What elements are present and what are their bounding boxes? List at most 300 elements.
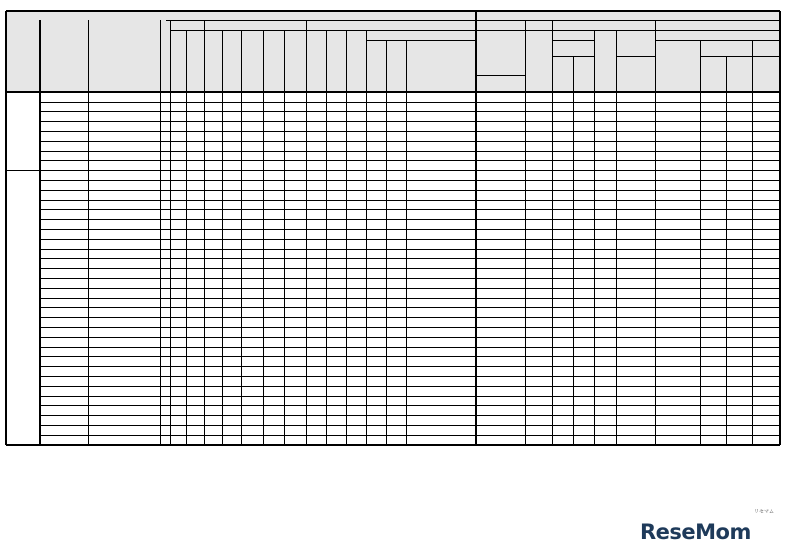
row-g7: [326, 131, 346, 141]
row-g6: [306, 415, 326, 425]
row-g7: [326, 92, 346, 102]
row-g8: [346, 425, 366, 435]
row-course: [88, 229, 160, 239]
row-ratio: [616, 425, 655, 435]
row-g8: [346, 415, 366, 425]
header-ji: [525, 30, 552, 61]
row-c1: [700, 151, 726, 161]
row-jt: [752, 268, 780, 278]
row-c1: [700, 121, 726, 131]
grid-line: [594, 30, 595, 445]
row-g10: [386, 210, 406, 220]
row-gk: [552, 210, 573, 220]
row-g7: [326, 357, 346, 367]
logo-text: ReseMom: [640, 520, 751, 544]
row-kojin: [170, 425, 186, 435]
row-c2: [726, 366, 752, 376]
row-g10: [386, 190, 406, 200]
header-tokubetsu_kiroku: [700, 56, 726, 92]
grid-line: [573, 56, 574, 445]
row-ratio: [616, 112, 655, 122]
row-g7: [326, 298, 346, 308]
grid-line: [241, 30, 242, 445]
row-ratio: [616, 366, 655, 376]
row-c2: [726, 102, 752, 112]
header-jitsugi_tou: [752, 40, 780, 92]
header-gakushu_kiroku: [284, 30, 306, 92]
row-g8: [346, 112, 366, 122]
row-g5: [284, 366, 306, 376]
row-cap: [160, 298, 170, 308]
row-g6: [306, 229, 326, 239]
row-g5: [284, 308, 306, 318]
row-course: [88, 278, 160, 288]
row-kojin: [170, 327, 186, 337]
row-course: [88, 327, 160, 337]
row-cap: [160, 200, 170, 210]
row-ratio: [616, 239, 655, 249]
row-ratio: [616, 327, 655, 337]
row-cap: [160, 357, 170, 367]
row-g8: [346, 259, 366, 269]
row-jt: [752, 347, 780, 357]
row-g9: [366, 249, 386, 259]
header-sports: [366, 40, 386, 92]
row-g10: [386, 229, 406, 239]
grid-line: [5, 11, 6, 445]
row-g5: [284, 357, 306, 367]
row-g8: [346, 180, 366, 190]
row-ratio2: [655, 386, 700, 396]
row-g8: [346, 337, 366, 347]
row-g8: [346, 161, 366, 171]
row-gk: [552, 406, 573, 416]
row-gk: [552, 259, 573, 269]
row-g8: [346, 239, 366, 249]
row-kojin: [170, 180, 186, 190]
row-ratio: [616, 141, 655, 151]
grid-line: [386, 40, 387, 445]
header-other: [204, 20, 306, 30]
row-g7: [326, 288, 346, 298]
row-ratio2: [655, 406, 700, 416]
row-gk: [552, 366, 573, 376]
row-cap: [160, 268, 170, 278]
row-g5: [284, 210, 306, 220]
row-g8: [346, 200, 366, 210]
grid-line: [726, 56, 727, 445]
row-ratio2: [655, 200, 700, 210]
row-g6: [306, 219, 326, 229]
header-sougou: [366, 30, 476, 40]
row-gk: [552, 112, 573, 122]
row-g4: [263, 259, 284, 269]
row-g8: [346, 347, 366, 357]
header-hyotei_gakuryoku: [655, 40, 700, 92]
row-c1: [700, 131, 726, 141]
row-course: [88, 357, 160, 367]
grid-line: [326, 30, 327, 445]
row-c1: [700, 298, 726, 308]
row-ratio2: [655, 357, 700, 367]
row-g4: [263, 200, 284, 210]
school-name: [40, 425, 88, 435]
row-cap: [160, 337, 170, 347]
row-g6: [306, 347, 326, 357]
row-g4: [263, 249, 284, 259]
row-jt: [752, 298, 780, 308]
row-ratio: [616, 337, 655, 347]
row-g7: [326, 210, 346, 220]
row-cap: [160, 249, 170, 259]
row-g7: [326, 337, 346, 347]
row-cap: [160, 259, 170, 269]
row-g7: [326, 425, 346, 435]
row-g7: [326, 102, 346, 112]
row-g3: [222, 239, 241, 249]
row-kojin: [170, 190, 186, 200]
row-g5: [284, 327, 306, 337]
row-g10: [386, 415, 406, 425]
row-g6: [306, 180, 326, 190]
header-gakuryoku_hyotei: [616, 56, 655, 92]
row-g6: [306, 259, 326, 269]
row-g6: [306, 151, 326, 161]
row-gk: [552, 357, 573, 367]
row-c2: [726, 249, 752, 259]
row-g10: [386, 141, 406, 151]
row-gk2: [573, 131, 594, 141]
row-gk: [552, 308, 573, 318]
row-kojin: [170, 131, 186, 141]
row-kojin: [170, 121, 186, 131]
row-c1: [700, 308, 726, 318]
row-g8: [346, 406, 366, 416]
row-g6: [306, 121, 326, 131]
row-g7: [326, 249, 346, 259]
row-cap: [160, 151, 170, 161]
row-g9: [366, 288, 386, 298]
row-g7: [326, 366, 346, 376]
row-c1: [700, 268, 726, 278]
row-g10: [386, 425, 406, 435]
row-course: [88, 317, 160, 327]
row-gk: [552, 386, 573, 396]
row-kojin: [170, 366, 186, 376]
row-g9: [366, 219, 386, 229]
grid-line: [263, 30, 264, 445]
row-ratio: [616, 308, 655, 318]
row-g9: [366, 141, 386, 151]
row-jt: [752, 239, 780, 249]
row-course: [88, 406, 160, 416]
row-c2: [726, 425, 752, 435]
row-g7: [326, 239, 346, 249]
row-g9: [366, 161, 386, 171]
row-ratio2: [655, 141, 700, 151]
row-ratio: [616, 151, 655, 161]
header-hoshi: [346, 40, 366, 92]
row-jt: [752, 337, 780, 347]
row-c1: [700, 288, 726, 298]
row-cap: [160, 141, 170, 151]
row-course: [88, 210, 160, 220]
grid-line: [655, 40, 780, 41]
row-kojin: [170, 288, 186, 298]
row-ratio2: [655, 376, 700, 386]
row-ratio: [616, 415, 655, 425]
row-ratio2: [655, 112, 700, 122]
school-name: [40, 161, 88, 171]
row-course: [88, 308, 160, 318]
row-course: [88, 347, 160, 357]
row-g5: [284, 151, 306, 161]
header-school: [40, 20, 88, 92]
header-fukusuu: [594, 20, 780, 30]
row-gk: [552, 161, 573, 171]
row-gk: [552, 268, 573, 278]
grid-line: [170, 30, 476, 31]
header-shikaku: [386, 40, 406, 92]
grid-line: [222, 30, 223, 445]
row-ratio: [616, 406, 655, 416]
row-cap: [160, 121, 170, 131]
row-g6: [306, 161, 326, 171]
row-course: [88, 337, 160, 347]
row-ratio2: [655, 92, 700, 102]
grid-line: [6, 444, 780, 446]
row-g6: [306, 200, 326, 210]
row-cap: [160, 190, 170, 200]
row-g6: [306, 327, 326, 337]
header-seiseki: [616, 30, 655, 56]
row-g5: [284, 102, 306, 112]
grid-line: [525, 20, 526, 445]
row-g8: [346, 121, 366, 131]
row-g5: [284, 180, 306, 190]
grid-line: [306, 20, 307, 445]
row-c2: [726, 298, 752, 308]
row-ratio: [616, 102, 655, 112]
row-course: [88, 121, 160, 131]
row-g8: [346, 396, 366, 406]
grid-line: [475, 11, 476, 445]
row-g9: [366, 131, 386, 141]
row-course: [88, 102, 160, 112]
school-name: [40, 210, 88, 220]
row-g5: [284, 239, 306, 249]
row-kojin: [170, 151, 186, 161]
grid-line: [406, 40, 407, 445]
row-c1: [700, 259, 726, 269]
row-c2: [726, 131, 752, 141]
row-g6: [306, 102, 326, 112]
row-jt: [752, 317, 780, 327]
row-cap: [160, 102, 170, 112]
school-name: [40, 415, 88, 425]
row-g7: [326, 180, 346, 190]
school-name: [40, 249, 88, 259]
row-g5: [284, 141, 306, 151]
row-jt: [752, 229, 780, 239]
row-gk: [552, 347, 573, 357]
row-g10: [386, 161, 406, 171]
row-cap: [160, 131, 170, 141]
row-g9: [366, 92, 386, 102]
row-g9: [366, 112, 386, 122]
row-g9: [366, 121, 386, 131]
row-g6: [306, 308, 326, 318]
row-ratio: [616, 229, 655, 239]
row-g5: [284, 396, 306, 406]
row-cap: [160, 347, 170, 357]
header-group-2: [573, 56, 594, 92]
row-g6: [306, 239, 326, 249]
row-kojin: [170, 210, 186, 220]
row-kojin: [170, 298, 186, 308]
row-ratio2: [655, 229, 700, 239]
row-c1: [700, 141, 726, 151]
row-g5: [284, 229, 306, 239]
grid-line: [204, 20, 205, 445]
row-ratio: [616, 249, 655, 259]
row-g10: [386, 249, 406, 259]
row-cap: [160, 278, 170, 288]
row-course: [88, 259, 160, 269]
row-ratio2: [655, 337, 700, 347]
row-g8: [346, 308, 366, 318]
row-g8: [346, 190, 366, 200]
row-c2: [726, 151, 752, 161]
row-ratio: [616, 386, 655, 396]
row-c2: [726, 92, 752, 102]
header-tokubetsu: [326, 30, 346, 92]
grid-line: [366, 30, 367, 445]
row-ratio: [616, 210, 655, 220]
row-g5: [284, 161, 306, 171]
row-ratio: [616, 317, 655, 327]
row-kojin: [170, 249, 186, 259]
row-g8: [346, 366, 366, 376]
row-g8: [346, 357, 366, 367]
row-gk: [552, 170, 573, 180]
row-course: [88, 366, 160, 376]
row-g4: [263, 161, 284, 171]
row-course: [88, 239, 160, 249]
row-ratio2: [655, 396, 700, 406]
row-ratio: [616, 288, 655, 298]
row-course: [88, 92, 160, 102]
header-zenin: [552, 40, 594, 56]
row-g9: [366, 180, 386, 190]
row-g6: [306, 337, 326, 347]
row-ratio2: [655, 317, 700, 327]
header-interview: [170, 20, 204, 30]
row-cap: [160, 239, 170, 249]
row-cap: [160, 386, 170, 396]
row-ratio2: [655, 102, 700, 112]
row-g5: [284, 112, 306, 122]
row-ratio: [616, 92, 655, 102]
row-g10: [386, 239, 406, 249]
row-g8: [346, 386, 366, 396]
row-course: [88, 298, 160, 308]
row-cap: [160, 425, 170, 435]
school-name: [40, 278, 88, 288]
row-cap: [160, 327, 170, 337]
row-g5: [284, 121, 306, 131]
row-g8: [346, 92, 366, 102]
row-g9: [366, 347, 386, 357]
header-capacity: [160, 20, 170, 92]
row-cap: [160, 406, 170, 416]
row-g7: [326, 161, 346, 171]
row-g5: [284, 190, 306, 200]
row-g9: [366, 337, 386, 347]
row-course: [88, 415, 160, 425]
row-c2: [726, 210, 752, 220]
row-g8: [346, 376, 366, 386]
grid-line: [6, 10, 780, 12]
school-name: [40, 268, 88, 278]
row-g5: [284, 406, 306, 416]
row-ratio: [616, 200, 655, 210]
row-cap: [160, 112, 170, 122]
school-name: [40, 170, 88, 180]
row-g6: [306, 386, 326, 396]
row-gk: [552, 200, 573, 210]
row-course: [88, 141, 160, 151]
header-col_text_reading: [204, 30, 222, 92]
row-g7: [326, 376, 346, 386]
row-c1: [700, 425, 726, 435]
row-g9: [366, 259, 386, 269]
row-jt: [752, 259, 780, 269]
school-name: [40, 151, 88, 161]
row-cap: [160, 317, 170, 327]
row-gk2: [573, 141, 594, 151]
row-c1: [700, 357, 726, 367]
row-g10: [386, 219, 406, 229]
header-gi: [525, 61, 552, 92]
row-g5: [284, 298, 306, 308]
header-individual: [170, 30, 186, 92]
header-tsukan: [594, 40, 616, 92]
region-label: [6, 170, 40, 444]
row-c2: [726, 268, 752, 278]
row-kojin: [170, 219, 186, 229]
row-g10: [386, 259, 406, 269]
row-gk: [552, 288, 573, 298]
row-note: [406, 151, 476, 161]
row-g5: [284, 376, 306, 386]
row-g7: [326, 406, 346, 416]
row-g7: [326, 200, 346, 210]
row-jt: [752, 161, 780, 171]
row-g8: [346, 229, 366, 239]
region-label: [6, 92, 40, 170]
row-g5: [284, 259, 306, 269]
row-g6: [306, 92, 326, 102]
grid-line: [655, 20, 656, 445]
row-g7: [326, 121, 346, 131]
row-kojin: [170, 386, 186, 396]
row-c1: [700, 366, 726, 376]
row-kojin: [170, 357, 186, 367]
row-ratio2: [655, 131, 700, 141]
school-name: [40, 259, 88, 269]
row-g7: [326, 229, 346, 239]
